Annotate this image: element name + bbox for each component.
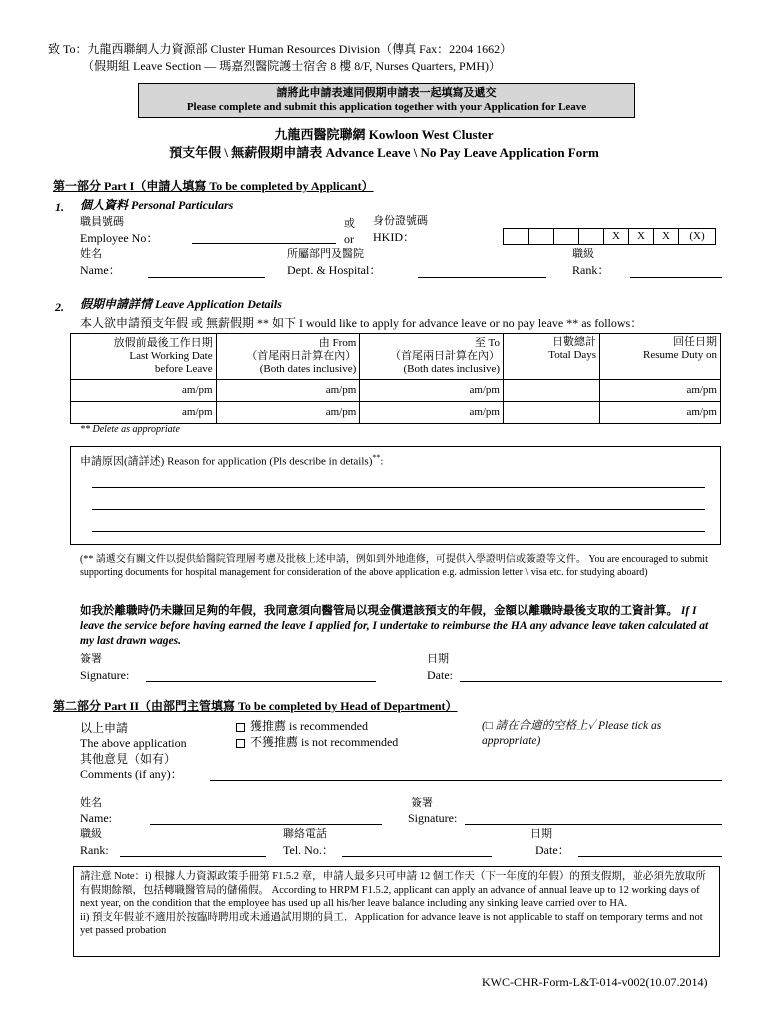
table-header: 回任日期 Resume Duty on — [600, 334, 721, 380]
section2-title: 假期申請詳情 Leave Application Details — [80, 297, 282, 311]
name-label-zh: 姓名 — [80, 248, 102, 260]
to-line: 致 To：九龍西聯網人力資源部 Cluster Human Resources Division（傳真 Fax：2204 1662） — [48, 42, 513, 56]
or-label-zh: 或 — [344, 218, 355, 230]
hod-date-label-zh: 日期 — [530, 828, 552, 840]
banner-zh: 請將此申請表連同假期申請表一起填寫及遞交 — [276, 87, 497, 99]
hod-signature-field[interactable] — [465, 824, 722, 825]
table-row — [71, 380, 721, 402]
part2-heading: 第二部分 Part II（由部門主管填寫 To be completed by Head of Department） — [53, 699, 458, 713]
hkid-cell: X — [604, 229, 629, 245]
reason-line[interactable] — [92, 487, 705, 488]
recommended-option[interactable]: 獲推薦 is recommended — [236, 719, 368, 733]
hkid-cell[interactable] — [579, 229, 604, 245]
form-title: 預支年假 \ 無薪假期申請表 Advance Leave \ No Pay Leave Application Form — [169, 145, 599, 160]
cluster-title: 九龍西醫院聯網 Kowloon West Cluster — [274, 127, 494, 142]
dept-field[interactable] — [418, 277, 546, 278]
hod-name-label: Name: — [80, 811, 112, 825]
comments-field[interactable] — [210, 780, 722, 781]
reason-label: 申請原因(請詳述) Reason for application (Pls describe in details)**: — [80, 453, 384, 468]
section2-number: 2. — [55, 300, 64, 314]
dept-label-zh: 所屬部門及醫院 — [287, 248, 364, 260]
hod-signature-label: Signature: — [408, 811, 458, 825]
hkid-cell: X — [654, 229, 679, 245]
table-cell[interactable]: am/pm — [360, 402, 504, 424]
employee-no-label-zh: 職員號碼 — [80, 216, 124, 228]
note-box — [73, 866, 720, 957]
table-header: 由 From （首尾兩日計算在內） (Both dates inclusive) — [216, 334, 360, 380]
table-cell[interactable]: am/pm — [600, 402, 721, 424]
signature-label-zh: 簽署 — [80, 653, 102, 665]
hod-name-field[interactable] — [150, 824, 382, 825]
leave-details-table — [70, 333, 721, 424]
hkid-label-zh: 身份證號碼 — [373, 215, 428, 227]
table-header: 日數總計 Total Days — [504, 334, 600, 380]
signature-label: Signature: — [80, 668, 130, 682]
hod-rank-field[interactable] — [120, 856, 266, 857]
hod-date-label: Date： — [535, 843, 570, 857]
note-line-1: 請注意 Note：i) 根據人力資源政策手冊第 F1.5.2 章，申請人最多只可申請 12 個工作天（下一年度的年假）的預支假期，並必須先放取所有假期餘額，包括轉職醫管局的儲備假。 According to HRPM F1.5.2, applicant can apply an advance of annual leave up to 12 working days of next year, on the condition that the employee has used up all his/her leave balance including any sinking leave carried over to HA. — [80, 871, 706, 909]
rank-field[interactable] — [630, 277, 722, 278]
hod-rank-label: Rank: — [80, 843, 109, 857]
employee-no-field[interactable] — [192, 243, 336, 244]
table-cell[interactable]: am/pm — [360, 380, 504, 402]
reason-line[interactable] — [92, 531, 705, 532]
dept-label: Dept. & Hospital： — [287, 263, 382, 277]
above-application-label: The above application — [80, 736, 187, 750]
or-label: or — [344, 232, 354, 246]
table-row — [71, 402, 721, 424]
name-label: Name： — [80, 263, 121, 277]
hkid-cells[interactable] — [503, 228, 716, 245]
table-cell[interactable] — [504, 402, 600, 424]
not-recommended-option[interactable]: 不獲推薦 is not recommended — [236, 735, 398, 749]
table-cell[interactable] — [504, 380, 600, 402]
leave-section-line: （假期組 Leave Section ― 瑪嘉烈醫院護士宿舍 8 樓 8/F, Nurses Quarters, PMH)） — [82, 59, 501, 73]
supporting-docs-note: (** 請遞交有關文件以提供給醫院管理層考慮及批核上述申請，例如到外地進修，可提供入學證明信或簽證等文件。 You are encouraged to submit supporting documents for hospital management for consideration of the above application e.g. admission letter \ visa etc. for studying aboard) — [80, 554, 708, 578]
date-label: Date: — [427, 668, 453, 682]
part1-heading: 第一部分 Part I（申請人填寫 To be completed by Applicant） — [53, 179, 374, 193]
applicant-signature-field[interactable] — [146, 681, 376, 682]
date-label-zh: 日期 — [427, 653, 449, 665]
table-cell[interactable]: am/pm — [216, 380, 360, 402]
table-cell[interactable]: am/pm — [216, 402, 360, 424]
above-application-zh: 以上申請 — [80, 721, 129, 735]
form-code: KWC-CHR-Form-L&T-014-v002(10.07.2014) — [482, 975, 708, 989]
table-header: 放假前最後工作日期 Last Working Date before Leave — [71, 334, 217, 380]
instruction-banner — [138, 83, 635, 118]
section2-intro: 本人欲申請預支年假 或 無薪假期 ** 如下 I would like to apply for advance leave or no pay leave ** as follows： — [80, 316, 643, 330]
note-line-2: ii) 預支年假並不適用於按臨時聘用或未通過試用期的員工．Application for advance leave is not applicable to staff on temporary terms and not yet passed probation — [80, 911, 703, 936]
rank-label: Rank： — [572, 263, 610, 277]
hkid-cell[interactable] — [529, 229, 554, 245]
tick-instruction: (□ 請在合適的空格上✓ Please tick as appropriate) — [482, 720, 662, 747]
hod-name-label-zh: 姓名 — [80, 797, 102, 809]
hod-rank-label-zh: 職級 — [80, 828, 102, 840]
tel-label-zh: 聯絡電話 — [283, 828, 327, 840]
table-header-row — [71, 334, 721, 380]
name-field[interactable] — [148, 277, 265, 278]
table-cell[interactable]: am/pm — [71, 380, 217, 402]
delete-note: ** Delete as appropriate — [80, 424, 180, 435]
table-cell[interactable]: am/pm — [600, 380, 721, 402]
comments-label-zh: 其他意見（如有） — [80, 752, 177, 766]
hkid-cell: (X) — [679, 229, 716, 245]
not-recommended-checkbox[interactable] — [236, 739, 245, 748]
hkid-cell[interactable] — [554, 229, 579, 245]
recommended-checkbox[interactable] — [236, 723, 245, 732]
reason-line[interactable] — [92, 509, 705, 510]
comments-label: Comments (if any)： — [80, 767, 183, 781]
rank-label-zh: 職級 — [572, 248, 594, 260]
tel-label: Tel. No.： — [283, 843, 334, 857]
employee-no-label: Employee No： — [80, 231, 159, 245]
section1-title: 個人資料 Personal Particulars — [80, 198, 234, 212]
hkid-cell[interactable] — [504, 229, 529, 245]
table-cell[interactable]: am/pm — [71, 402, 217, 424]
banner-en: Please complete and submit this application together with your Application for Leave — [186, 101, 587, 113]
hkid-label: HKID： — [373, 230, 415, 244]
hkid-cell: X — [629, 229, 654, 245]
hod-signature-label-zh: 簽署 — [411, 797, 433, 809]
undertaking-text: 如我於離職時仍未賺回足夠的年假，我同意須向醫管局以現金償還該預支的年假，金額以離職時最後支取的工資計算。 If I leave the service before having earned the leave I applied for, I undertake to reimburse the HA any advance leave taken calculated at my last drawn wages. — [80, 605, 709, 647]
hod-date-field[interactable] — [578, 856, 722, 857]
section1-number: 1. — [55, 200, 64, 214]
applicant-date-field[interactable] — [460, 681, 722, 682]
table-header: 至 To （首尾兩日計算在內） (Both dates inclusive) — [360, 334, 504, 380]
tel-field[interactable] — [342, 856, 492, 857]
